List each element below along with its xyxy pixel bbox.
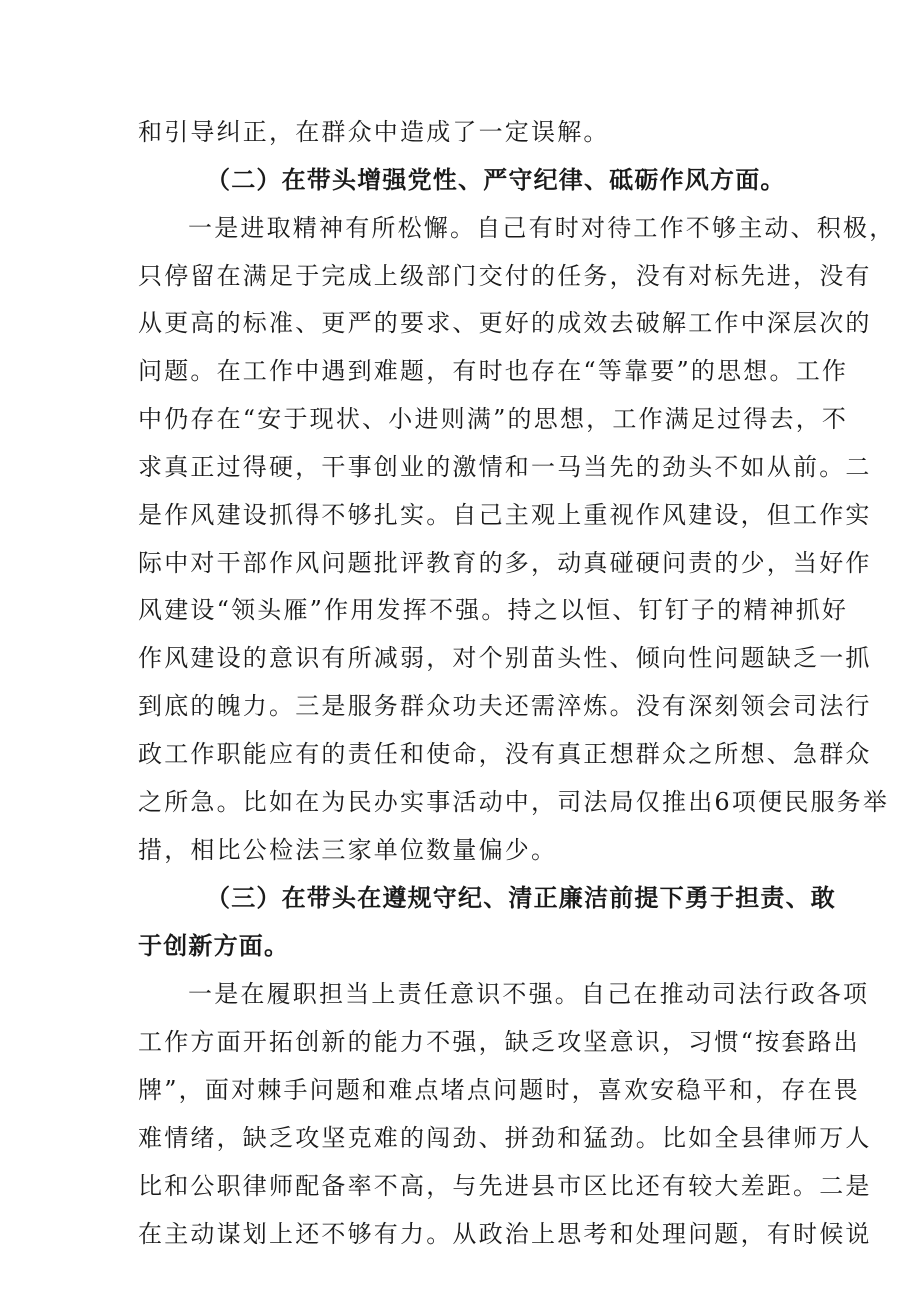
paragraph-line: 措，相比公检法三家单位数量偏少。 <box>138 836 558 864</box>
paragraph-line: 只停留在满足于完成上级部门交付的任务，没有对标先进，没有 <box>138 262 872 290</box>
section-heading-3: （三）在带头在遵规守纪、清正廉洁前提下勇于担责、敢 <box>206 883 836 912</box>
paragraph-line: 作风建设的意识有所减弱，对个别苗头性、倾向性问题缺乏一抓 <box>138 644 872 672</box>
paragraph-line: 求真正过得硬，干事创业的激情和一马当先的劲头不如从前。二 <box>138 453 872 481</box>
paragraph-line: 是作风建设抓得不够扎实。自己主观上重视作风建设，但工作实 <box>138 501 872 529</box>
paragraph-line: 在主动谋划上还不够有力。从政治上思考和处理问题，有时候说 <box>138 1220 872 1248</box>
section-heading-2: （二）在带头增强党性、严守纪律、砥砺作风方面。 <box>206 165 786 194</box>
paragraph-line: 中仍存在“安于现状、小进则满”的思想，工作满足过得去，不 <box>138 405 849 433</box>
paragraph-line: 难情绪，缺乏攻坚克难的闯劲、拼劲和猛劲。比如全县律师万人 <box>138 1124 872 1152</box>
paragraph-line: 一是在履职担当上责任意识不强。自己在推动司法行政各项 <box>188 980 870 1008</box>
paragraph-line: 之所急。比如在为民办实事活动中，司法局仅推出6项便民服务举 <box>138 788 890 816</box>
paragraph-line: 工作方面开拓创新的能力不强，缺乏攻坚意识，习惯“按套路出 <box>138 1028 860 1056</box>
paragraph-line: 风建设“领头雁”作用发挥不强。持之以恒、钉钉子的精神抓好 <box>138 596 849 624</box>
paragraph-line: 和引导纠正，在群众中造成了一定误解。 <box>138 118 610 146</box>
paragraph-line: 比和公职律师配备率不高，与先进县市区比还有较大差距。二是 <box>138 1172 872 1200</box>
section-heading-3-cont: 于创新方面。 <box>138 931 290 960</box>
paragraph-line: 政工作职能应有的责任和使命，没有真正想群众之所想、急群众 <box>138 740 872 768</box>
paragraph-line: 牌”，面对棘手问题和难点堵点问题时，喜欢安稳平和，存在畏 <box>138 1076 860 1104</box>
paragraph-line: 际中对干部作风问题批评教育的多，动真碰硬问责的少，当好作 <box>138 549 872 577</box>
paragraph-line: 从更高的标准、更严的要求、更好的成效去破解工作中深层次的 <box>138 309 872 337</box>
paragraph-line: 一是进取精神有所松懈。自己有时对待工作不够主动、积极， <box>188 214 896 242</box>
paragraph-line: 到底的魄力。三是服务群众功夫还需淬炼。没有深刻领会司法行 <box>138 692 872 720</box>
paragraph-line: 问题。在工作中遇到难题，有时也存在“等靠要”的思想。工作 <box>138 357 849 385</box>
